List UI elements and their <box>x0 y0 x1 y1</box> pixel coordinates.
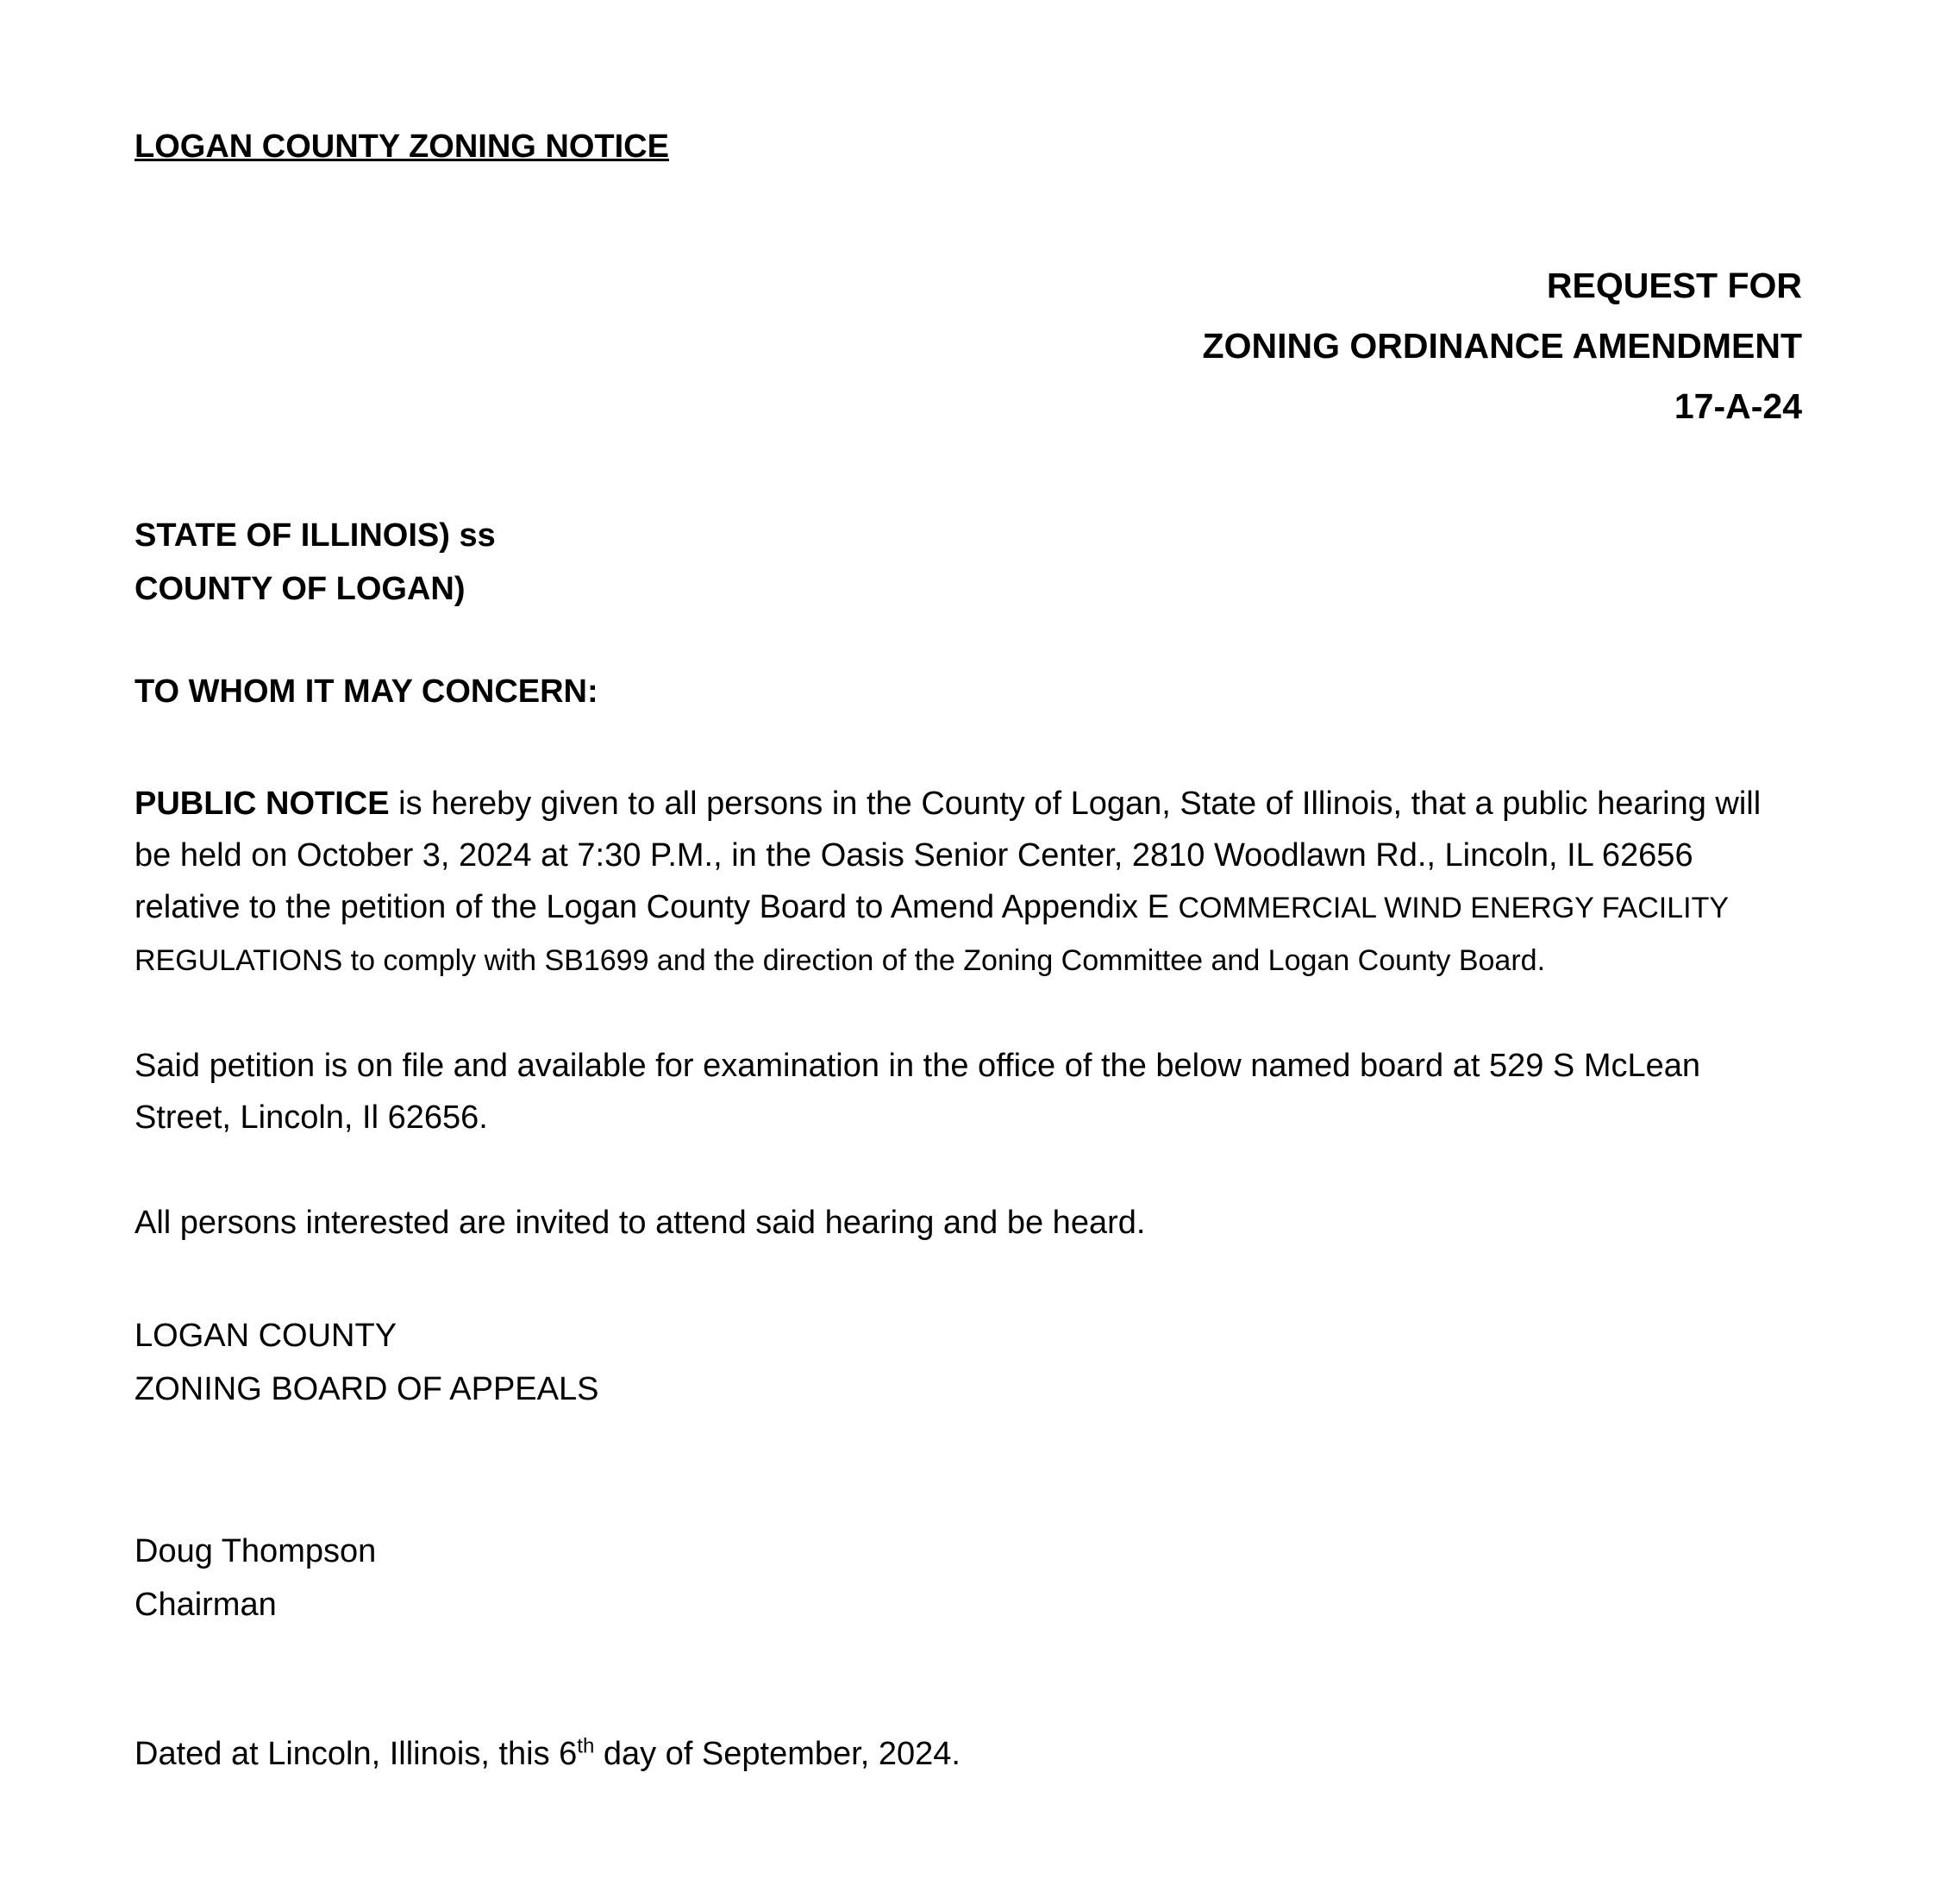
notice-paragraph-regulations: COMMERCIAL WIND ENERGY FACILITY REGULATIONS to comply with SB1699 and the direction of the Zoning Committee and Logan County Board. <box>135 892 1729 977</box>
dated-line <box>135 1728 1802 1780</box>
request-heading-line-2: ZONING ORDINANCE AMENDMENT <box>1202 326 1802 366</box>
signature-block <box>135 1525 1802 1632</box>
dated-line-prefix: Dated at Lincoln, Illinois, this 6 <box>135 1736 578 1772</box>
petition-paragraph: Said petition is on file and available for examination in the office of the below named board at 529 S McLean Street, Lincoln, Il 62656. <box>135 1048 1701 1136</box>
notice-paragraph-body: is hereby given to all persons in the County of Logan, State of Illinois, that a public hearing will be held on October 3, 2024 at 7:30 P.M., in the Oasis Senior Center, 2810 Woodlawn Rd., Lincoln, IL 62656 relative to the petition of the Logan County Board to Amend Appendix E <box>135 786 1762 925</box>
invitation-paragraph: All persons interested are invited to attend said hearing and be heard. <box>135 1205 1146 1241</box>
dated-line-suffix: day of September, 2024. <box>594 1736 961 1772</box>
county-line: COUNTY OF LOGAN) <box>135 571 466 607</box>
signer-name: Doug Thompson <box>135 1533 377 1569</box>
request-heading-line-1: REQUEST FOR <box>1546 266 1802 305</box>
request-heading-block <box>135 255 1802 436</box>
board-name-line-2: ZONING BOARD OF APPEALS <box>135 1371 599 1407</box>
dated-line-ordinal-suffix: th <box>577 1734 595 1758</box>
venue-block <box>135 509 1802 616</box>
board-name-block <box>135 1309 1802 1416</box>
salutation: TO WHOM IT MAY CONCERN: <box>135 673 598 710</box>
state-line: STATE OF ILLINOIS) ss <box>135 517 496 554</box>
document-title: LOGAN COUNTY ZONING NOTICE <box>135 128 669 165</box>
signer-title: Chairman <box>135 1587 277 1623</box>
public-notice-lead: PUBLIC NOTICE <box>135 786 390 822</box>
case-number: 17-A-24 <box>1674 386 1802 426</box>
notice-paragraph <box>135 778 1802 986</box>
board-name-line-1: LOGAN COUNTY <box>135 1318 397 1354</box>
